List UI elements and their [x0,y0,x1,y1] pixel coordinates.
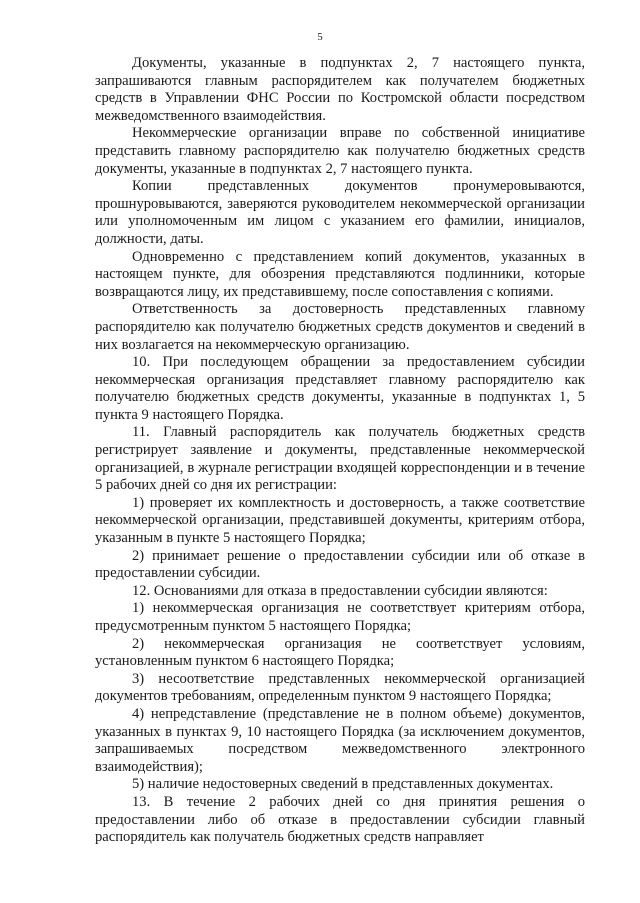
paragraph-fns-request: Документы, указанные в подпунктах 2, 7 настоящего пункта, запрашиваются главным распорядителем как получателем бюджетных средств в Управлении ФНС России по Костромской области посредством межведомственного взаимодействия. [95,55,585,124]
paragraph-item-11-sub-2: 2) принимает решение о предоставлении субсидии или об отказе в предоставлении субсидии. [95,547,585,582]
paragraph-item-11-sub-1: 1) проверяет их комплектность и достоверность, а также соответствие некоммерческой организации, представившей документы, критериям отбора, указанным в пункте 5 настоящего Порядка; [95,494,585,547]
paragraph-item-12-sub-5: 5) наличие недостоверных сведений в представленных документах. [132,776,554,793]
paragraph-item-10: 10. При последующем обращении за предоставлением субсидии некоммерческая организация представляет главному распорядителю как получателю бюджетных средств документы, указанные в подпунктах 1, 5 пункта 9 настоящего Порядка. [95,354,585,423]
document-body [95,55,585,847]
paragraph-copies-certification: Копии представленных документов пронумеровываются, прошнуровываются, заверяются руководителем некоммерческой организации или уполномоченным им лицом с указанием его фамилии, инициалов, должности, даты. [95,178,585,247]
paragraph-item-11: 11. Главный распорядитель как получатель бюджетных средств регистрирует заявление и документы, представленные некоммерческой организацией, в журнале регистрации входящей корреспонденции и в течение 5 рабочих дней со дня их регистрации: [95,424,585,494]
paragraph-own-initiative: Некоммерческие организации вправе по собственной инициативе представить главному распорядителю как получателю бюджетных средств документы, указанные в подпунктах 2, 7 настоящего пункта. [95,125,585,177]
paragraph-item-12-sub-2: 2) некоммерческая организация не соответствует условиям, установленным пунктом 6 настоящего Порядка; [95,635,585,670]
paragraph-originals: Одновременно с представлением копий документов, указанных в настоящем пункте, для обозрения представляются подлинники, которые возвращаются лицу, их представившему, после сопоставления с копиями. [95,248,585,300]
paragraph-item-12-sub-4: 4) непредставление (представление не в полном объеме) документов, указанных в пунктах 9, 10 настоящего Порядка (за исключением документов, запрашиваемых посредством межведомственного электронного взаимодействия); [95,705,585,775]
paragraph-item-12: 12. Основаниями для отказа в предоставлении субсидии являются: [132,582,548,599]
paragraph-item-12-sub-1: 1) некоммерческая организация не соответствует критериям отбора, предусмотренным пунктом 5 настоящего Порядка; [95,600,585,634]
page-number: 5 [317,31,323,43]
paragraph-item-13: 13. В течение 2 рабочих дней со дня принятия решения о предоставлении либо об отказе в предоставлении субсидии главный распорядитель как получатель бюджетных средств направляет [95,793,585,846]
paragraph-item-12-sub-3: 3) несоответствие представленных некоммерческой организацией документов требованиям, определенным пунктом 9 настоящего Порядка; [95,670,585,705]
paragraph-responsibility: Ответственность за достоверность представленных главному распорядителю как получателю бюджетных средств документов и сведений в них возлагается на некоммерческую организацию. [95,301,585,353]
